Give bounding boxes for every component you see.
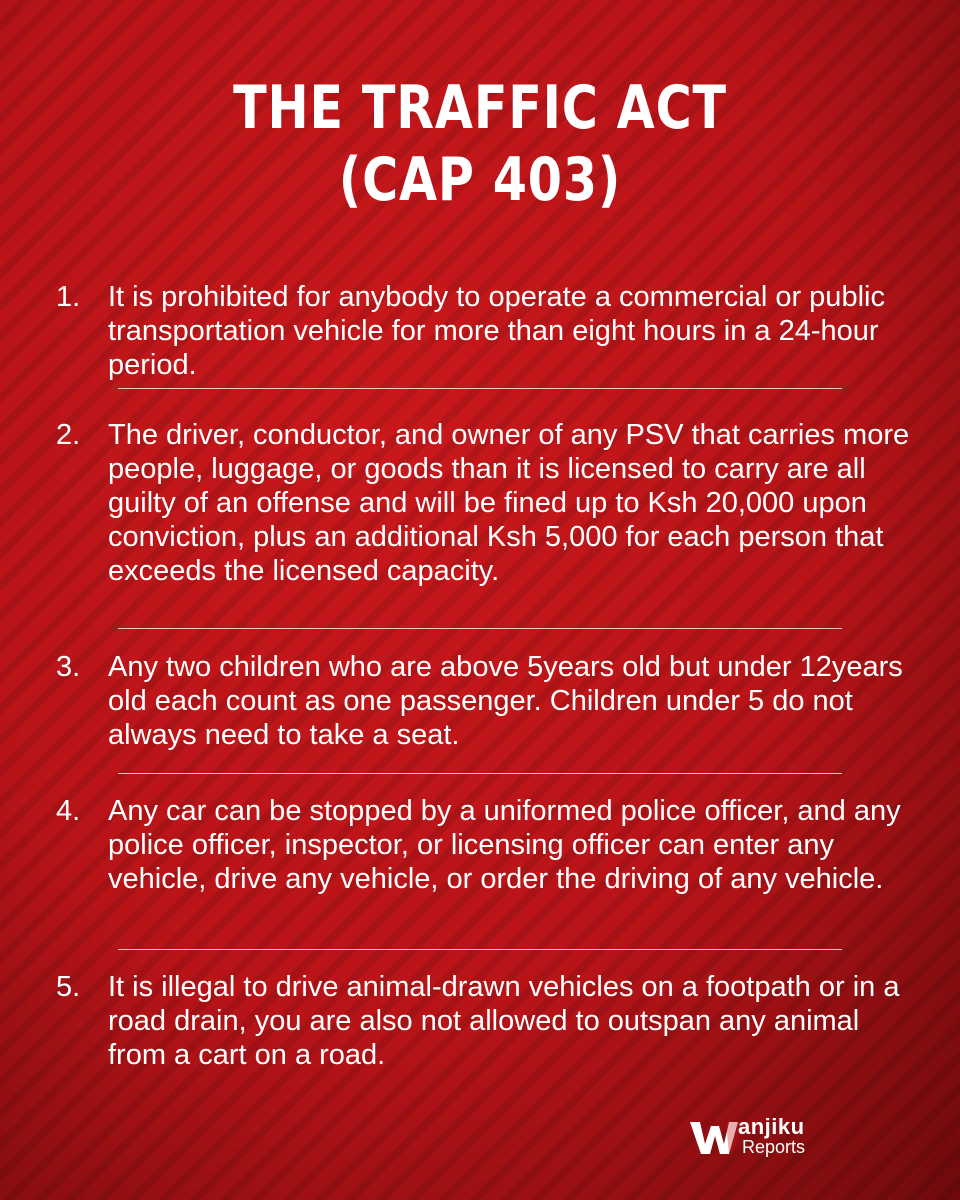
wanjiku-w-logo-icon	[688, 1118, 744, 1158]
divider	[118, 388, 842, 389]
wanjiku-reports-logo	[688, 1116, 848, 1160]
list-item-number: 2.	[56, 419, 81, 451]
list-item-text: It is illegal to drive animal-drawn vehicles on a footpath or in a road drain, you are also not allowed to outspan any animal from a cart on a road.	[108, 971, 900, 1071]
divider	[118, 773, 842, 774]
list-item-number: 1.	[56, 281, 81, 313]
list-item-number: 4.	[56, 795, 81, 827]
list-item	[56, 970, 916, 1072]
list-item-text: Any two children who are above 5years old but under 12years old each count as one passenger. Children under 5 do not always need to take a seat.	[108, 651, 903, 751]
list-item	[56, 418, 916, 588]
list-item-text: Any car can be stopped by a uniformed police officer, and any police officer, inspector, or licensing officer can enter any vehicle, drive any vehicle, or order the driving of any vehicle.	[108, 795, 901, 895]
divider	[118, 628, 842, 629]
list-item-number: 5.	[56, 971, 81, 1003]
list-item-text: The driver, conductor, and owner of any PSV that carries more people, luggage, or goods than it is licensed to carry are all guilty of an offense and will be fined up to Ksh 20,000 upon conviction, plus an additional Ksh 5,000 for each person that exceeds the licensed capacity.	[108, 419, 910, 587]
title-line-2: (CAP 403)	[338, 145, 622, 215]
divider	[118, 949, 842, 950]
page-title	[86, 72, 873, 216]
list-item	[56, 280, 916, 382]
list-item	[56, 794, 916, 896]
title-line-1: THE TRAFFIC ACT	[233, 73, 727, 143]
logo-brand-text: anjiku	[738, 1114, 805, 1139]
logo-subtitle: Reports	[742, 1137, 806, 1157]
list-item-number: 3.	[56, 651, 81, 683]
list-item-text: It is prohibited for anybody to operate a commercial or public transportation vehicle for more than eight hours in a 24-hour period.	[108, 281, 885, 381]
list-item	[56, 650, 916, 752]
